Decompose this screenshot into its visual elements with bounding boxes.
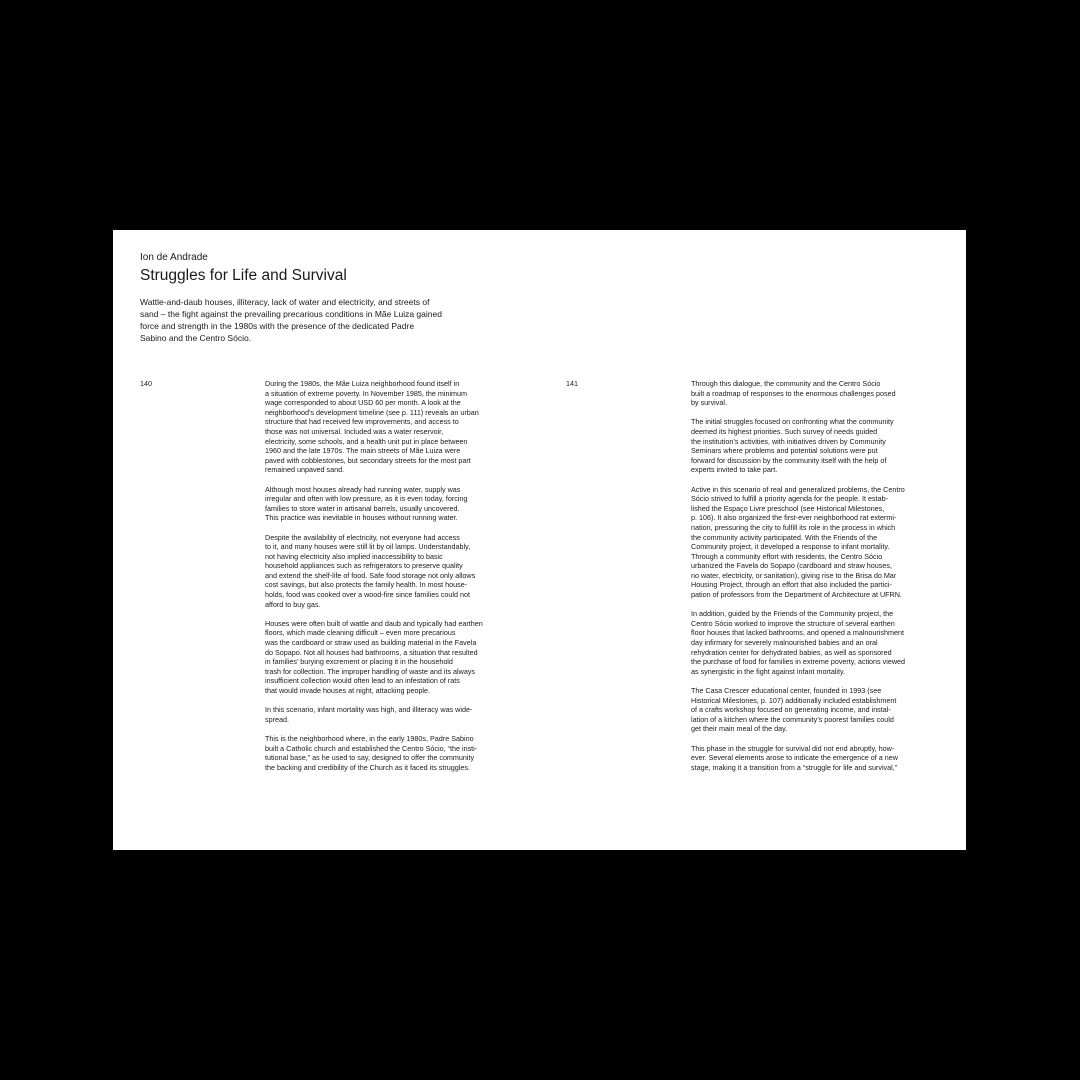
body-paragraph: In addition, guided by the Friends of the Community project, the Centro Sócio worked to improve the structure of several earthen floor houses that lacked bathrooms, and opened a malnourishment day infirmary for severely malnourished babies and an oral rehydration center for dehydrated babies, as well as sponsored the purchase of food for families in extreme poverty, actions viewed as synergistic in the fight against infant mortality. bbox=[691, 609, 905, 676]
body-paragraph: Active in this scenario of real and generalized problems, the Centro Sócio strived to fulfill a priority agenda for the people. It estab- lished the Espaço Livre preschool (see Historical Milestones, p. 106). It also organized the first-ever neighborhood rat extermi- nation, pressuring the city to fulfill its role in the process in which the community activity participated. With the Friends of the Community project, it developed a response to infant mortality. Through a community effort with residents, the Centro Sócio urbanized the Favela do Sopapo (cardboard and straw houses, no water, electricity, or sanitation), giving rise to the Brisa do Mar Housing Project, through an effort that also included the partici- pation of professors from the Department of Architecture at UFRN. bbox=[691, 484, 905, 600]
body-paragraph: This is the neighborhood where, in the early 1980s, Padre Sabino built a Catholic church and established the Centro Sócio, “the insti- tutional base,” as he used to say, designed to offer the community the backing and credibility of the Church as it faced its struggles. bbox=[265, 733, 478, 772]
body-paragraph: This phase in the struggle for survival did not end abruptly, how- ever. Several elements arose to indicate the emergence of a new stage, making it a transition from a “struggle for life and survival,” bbox=[691, 743, 898, 772]
right-page-body bbox=[691, 379, 917, 782]
author-name: Ion de Andrade bbox=[140, 252, 208, 263]
body-paragraph: In this scenario, infant mortality was high, and illiteracy was wide- spread. bbox=[265, 705, 473, 724]
book-spread bbox=[113, 230, 966, 850]
left-page-body bbox=[265, 379, 491, 782]
body-paragraph: Through this dialogue, the community and the Centro Sócio built a roadmap of responses to the enormous challenges posed by survival. bbox=[691, 379, 896, 408]
body-paragraph: The initial struggles focused on confronting what the community deemed its highest priorities. Such survey of needs guided the institution’s activities, with initiatives driven by Community Seminars where problems and potential solutions were put forward for discussion by the community itself with the help of experts invited to take part. bbox=[691, 417, 894, 475]
lead-paragraph: Wattle-and-daub houses, illiteracy, lack of water and electricity, and streets of sand – the fight against the prevailing precarious conditions in Mãe Luiza gained force and strength in the 1980s with the presence of the dedicated Padre Sabino and the Centro Sócio. bbox=[140, 297, 442, 344]
body-paragraph: Despite the availability of electricity, not everyone had access to it, and many houses were still lit by oil lamps. Understandably, not having electricity also implied inaccessibility to basic household appliances such as refrigerators to preserve quality and extend the shelf-life of food. Safe food storage not only allows cost savings, but also protects the family health. In most house- holds, food was cooked over a wood-fire since families could not afford to buy gas. bbox=[265, 532, 476, 609]
page-number-left: 140 bbox=[140, 379, 152, 388]
body-paragraph: The Casa Crescer educational center, founded in 1993 (see Historical Milestones, p. 107) additionally included establishment of a crafts workshop focused on generating income, and instal- lation of a kitchen where the community’s poorest families could get their main meal of the day. bbox=[691, 686, 897, 734]
body-paragraph: During the 1980s, the Mãe Luiza neighborhood found itself in a situation of extreme poverty. In November 1985, the minimum wage corresponded to about USD 60 per month. A look at the neighborhood’s development timeline (see p. 111) reveals an urban structure that had received few improvements, and access to those was not universal. Included was a water reservoir, electricity, some schools, and a health unit put in place between 1960 and the late 1970s. The main streets of Mãe Luiza were paved with cobblestones, but secondary streets for the most part remained unpaved sand. bbox=[265, 379, 479, 475]
page-number-right: 141 bbox=[566, 379, 578, 388]
body-paragraph: Although most houses already had running water, supply was irregular and often with low pressure, as it is even today, forcing families to store water in artisanal barrels, usually uncovered. This practice was inevitable in houses without running water. bbox=[265, 484, 468, 523]
chapter-title: Struggles for Life and Survival bbox=[140, 267, 347, 284]
body-paragraph: Houses were often built of wattle and daub and typically had earthen floors, which made cleaning difficult – even more precarious was the cardboard or straw used as building material in the Favela do Sopapo. Not all houses had bathrooms, a situation that resulted in families’ burying excrement or placing it in the household trash for collection. The improper handling of waste and its always insufficient collection would often lead to an infestation of rats that would invade houses at night, attacking people. bbox=[265, 618, 483, 695]
